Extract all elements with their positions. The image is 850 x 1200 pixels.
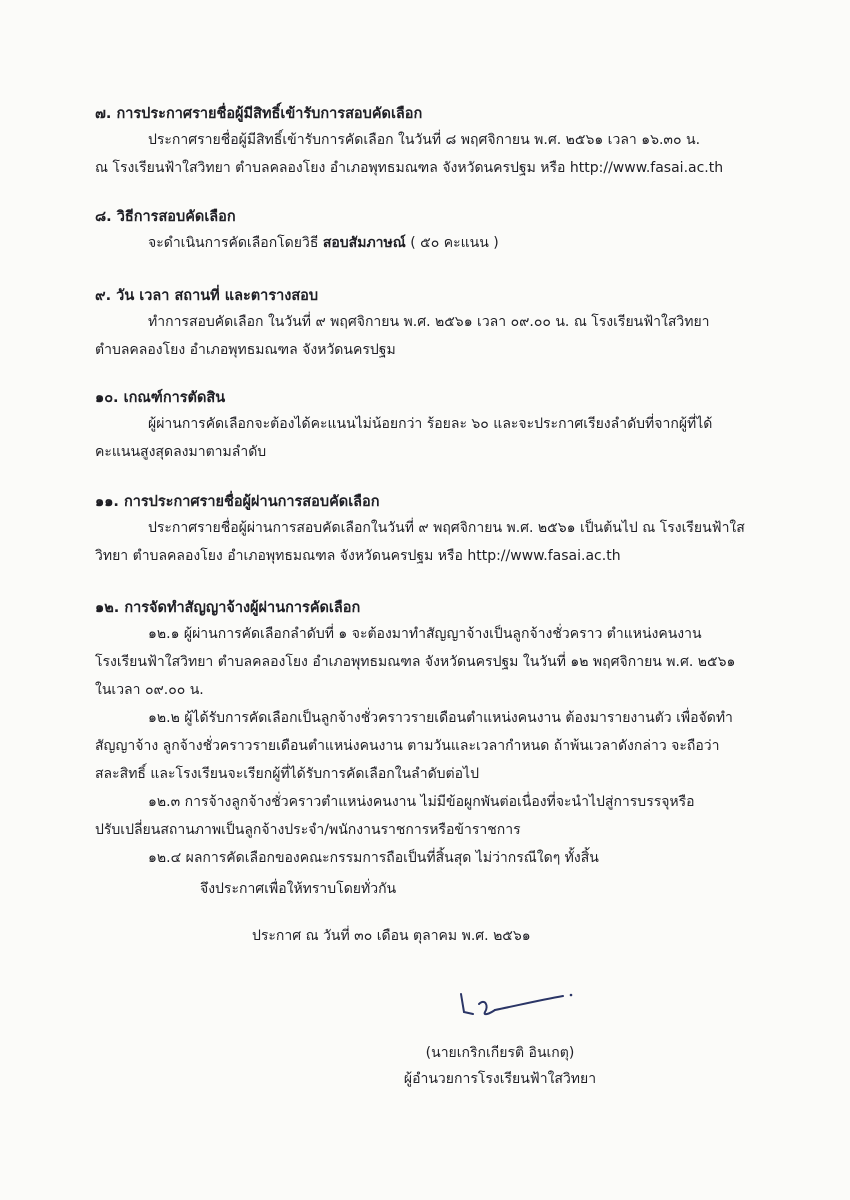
section-7 (95, 102, 795, 182)
section-text-line: ในเวลา ๐๙.๐๐ น. (95, 682, 204, 698)
signer-title: ผู้อำนวยการโรงเรียนฟ้าใสวิทยา (403, 1071, 597, 1087)
section-heading: ๑๒. การจัดทำสัญญาจ้างผู้ผ่านการคัดเลือก (95, 600, 361, 616)
section-text-line: ประกาศรายชื่อผู้มีสิทธิ์เข้ารับการคัดเลือก ในวันที่ ๘ พฤศจิกายน พ.ศ. ๒๕๖๑ เวลา ๑๖.๓๐ น. (148, 132, 701, 148)
section-text-line: ผู้ผ่านการคัดเลือกจะต้องได้คะแนนไม่น้อยกว่า ร้อยละ ๖๐ และจะประกาศเรียงลำดับที่จากผู้ที่ได้ (148, 416, 713, 432)
section-10 (95, 386, 795, 466)
section-text-line: สัญญาจ้าง ลูกจ้างชั่วคราวรายเดือนตำแหน่งคนงาน ตามวันและเวลากำหนด ถ้าพ้นเวลาดังกล่าว จะถือว่า (95, 738, 720, 754)
method-bold: สอบสัมภาษณ์ (322, 235, 406, 251)
closing-statement: จึงประกาศเพื่อให้ทราบโดยทั่วกัน (200, 881, 397, 897)
section-text-line: ปรับเปลี่ยนสถานภาพเป็นลูกจ้างประจำ/พนักงานราชการหรือข้าราชการ (95, 822, 521, 838)
section-heading: ๗. การประกาศรายชื่อผู้มีสิทธิ์เข้ารับการสอบคัดเลือก (95, 106, 423, 122)
section-heading: ๙. วัน เวลา สถานที่ และตารางสอบ (95, 288, 319, 304)
section-text-line: ประกาศรายชื่อผู้ผ่านการสอบคัดเลือกในวันที่ ๙ พฤศจิกายน พ.ศ. ๒๕๖๑ เป็นต้นไป ณ โรงเรียนฟ้าใส (148, 520, 745, 536)
section-text-line: ๑๒.๒ ผู้ได้รับการคัดเลือกเป็นลูกจ้างชั่วคราวรายเดือนตำแหน่งคนงาน ต้องมารายงานตัว เพื่อจัดทำ (148, 710, 733, 726)
announcement-date: ประกาศ ณ วันที่ ๓๐ เดือน ตุลาคม พ.ศ. ๒๕๖๑ (252, 928, 531, 944)
section-text-line: สละสิทธิ์ และโรงเรียนจะเรียกผู้ที่ได้รับการคัดเลือกในลำดับต่อไป (95, 766, 479, 782)
method-suffix: ( ๕๐ คะแนน ) (405, 235, 499, 251)
signer-name: (นายเกริกเกียรติ อินเกตุ) (425, 1045, 575, 1061)
section-text-line: ตำบลคลองโยง อำเภอพุทธมณฑล จังหวัดนครปฐม (95, 342, 396, 358)
section-text-line: ณ โรงเรียนฟ้าใสวิทยา ตำบลคลองโยง อำเภอพุทธมณฑล จังหวัดนครปฐม หรือ http://www.fasai.ac.th (95, 160, 724, 176)
section-12 (95, 596, 795, 872)
method-prefix: จะดำเนินการคัดเลือกโดยวิธี (148, 235, 323, 251)
section-text-line: โรงเรียนฟ้าใสวิทยา ตำบลคลองโยง อำเภอพุทธมณฑล จังหวัดนครปฐม ในวันที่ ๑๒ พฤศจิกายน พ.ศ. ๒๕๖๑ (95, 654, 736, 670)
section-heading: ๑๑. การประกาศรายชื่อผู้ผ่านการสอบคัดเลือก (95, 494, 380, 510)
section-heading: ๘. วิธีการสอบคัดเลือก (95, 209, 236, 225)
handwritten-signature (455, 990, 575, 1030)
section-text-line (95, 229, 795, 257)
section-9 (95, 284, 795, 364)
section-8 (95, 205, 795, 257)
section-11 (95, 490, 795, 570)
section-text-line: ๑๒.๓ การจ้างลูกจ้างชั่วคราวตำแหน่งคนงาน ไม่มีข้อผูกพันต่อเนื่องที่จะนำไปสู่การบรรจุหรือ (148, 794, 695, 810)
section-text-line: วิทยา ตำบลคลองโยง อำเภอพุทธมณฑล จังหวัดนครปฐม หรือ http://www.fasai.ac.th (95, 548, 621, 564)
section-heading: ๑๐. เกณฑ์การตัดสิน (95, 390, 226, 406)
section-text-line: คะแนนสูงสุดลงมาตามลำดับ (95, 444, 267, 460)
section-text-line: ๑๒.๔ ผลการคัดเลือกของคณะกรรมการถือเป็นที่สิ้นสุด ไม่ว่ากรณีใดๆ ทั้งสิ้น (148, 850, 599, 866)
section-text-line: ๑๒.๑ ผู้ผ่านการคัดเลือกลำดับที่ ๑ จะต้องมาทำสัญญาจ้างเป็นลูกจ้างชั่วคราว ตำแหน่งคนงาน (148, 626, 702, 642)
section-text-line: ทำการสอบคัดเลือก ในวันที่ ๙ พฤศจิกายน พ.ศ. ๒๕๖๑ เวลา ๐๙.๐๐ น. ณ โรงเรียนฟ้าใสวิทยา (148, 314, 710, 330)
